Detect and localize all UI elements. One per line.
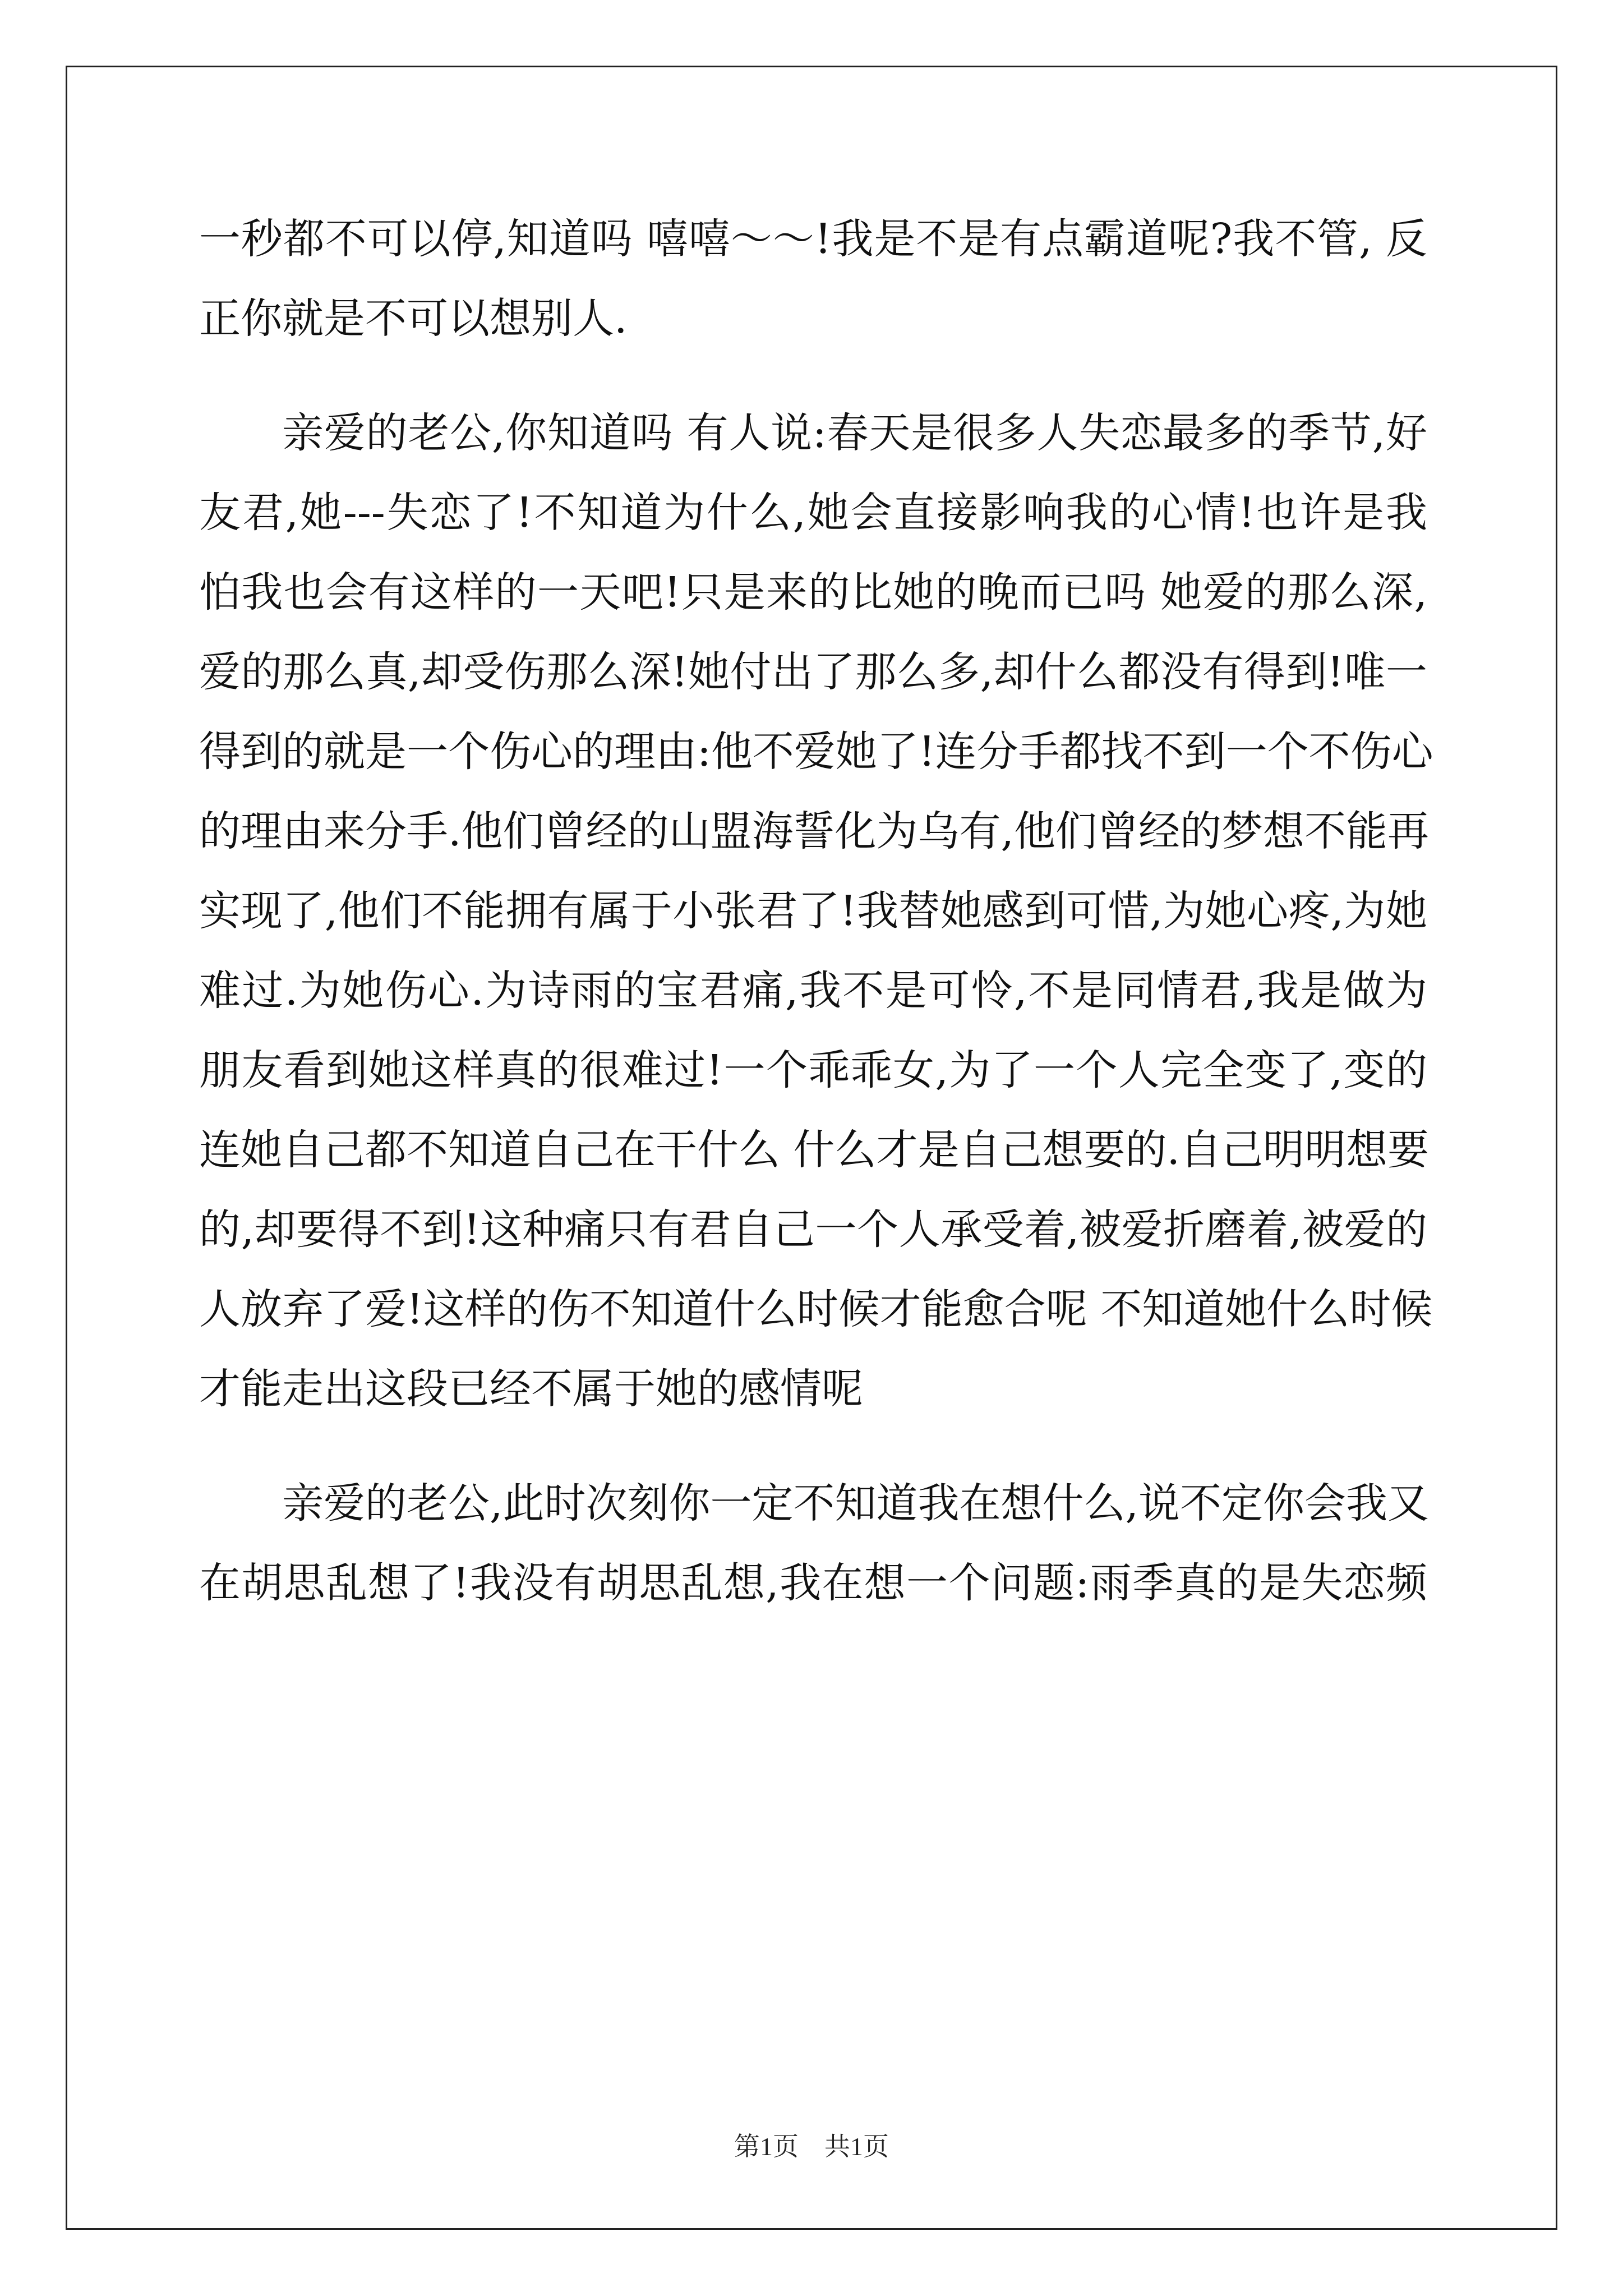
text-line: 一秒都不可以停,知道吗 嘻嘻～～!我是不是有点霸道呢?我不管, 反 bbox=[199, 215, 1427, 263]
text-line: 连她自己都不知道自己在干什么 什么才是自己想要的.自己明明想要 bbox=[199, 1126, 1430, 1174]
text-line: 在胡思乱想了!我没有胡思乱想,我在想一个问题:雨季真的是失恋频 bbox=[199, 1559, 1427, 1607]
text-line: 才能走出这段已经不属于她的感情呢 bbox=[199, 1365, 863, 1413]
document-body bbox=[199, 199, 1433, 1623]
text-line: 人放弃了爱!这样的伤不知道什么时候才能愈合呢 不知道她什么时候 bbox=[199, 1285, 1433, 1333]
text-line: 正你就是不可以想别人. bbox=[199, 295, 628, 343]
text-line: 的理由来分手.他们曾经的山盟海誓化为乌有,他们曾经的梦想不能再 bbox=[199, 807, 1430, 855]
text-line: 得到的就是一个伤心的理由:他不爱她了!连分手都找不到一个不伤心 bbox=[199, 728, 1433, 776]
text-line: 友君,她---失恋了!不知道为什么,她会直接影响我的心情!也许是我 bbox=[199, 489, 1427, 537]
text-line: 亲爱的老公,此时次刻你一定不知道我在想什么,说不定你会我又 bbox=[282, 1479, 1430, 1527]
text-line: 亲爱的老公,你知道吗 有人说:春天是很多人失恋最多的季节,好 bbox=[282, 409, 1427, 457]
text-line: 难过.为她伤心.为诗雨的宝君痛,我不是可怜,不是同情君,我是做为 bbox=[199, 967, 1427, 1015]
text-line: 朋友看到她这样真的很难过!一个乖乖女,为了一个人完全变了,变的 bbox=[199, 1046, 1427, 1094]
text-line: 实现了,他们不能拥有属于小张君了!我替她感到可惜,为她心疼,为她 bbox=[199, 887, 1427, 935]
text-line: 爱的那么真,却受伤那么深!她付出了那么多,却什么都没有得到!唯一 bbox=[199, 648, 1427, 696]
text-line: 怕我也会有这样的一天吧!只是来的比她的晚而已吗 她爱的那么深, bbox=[199, 568, 1427, 616]
page-number-footer: 第1页 共1页 bbox=[734, 2132, 889, 2161]
text-line: 的,却要得不到!这种痛只有君自己一个人承受着,被爱折磨着,被爱的 bbox=[199, 1205, 1427, 1254]
